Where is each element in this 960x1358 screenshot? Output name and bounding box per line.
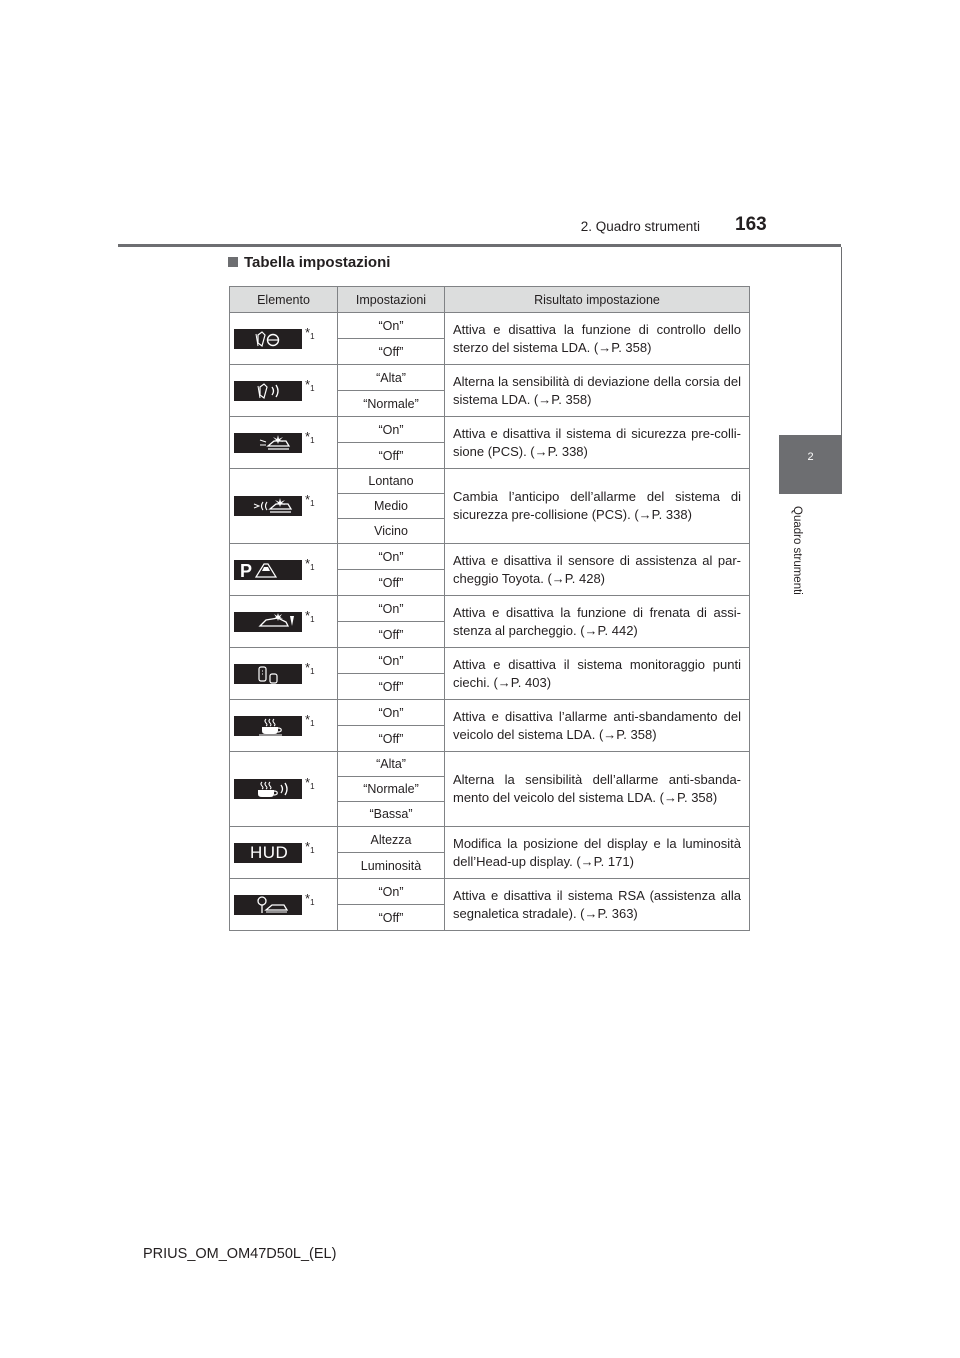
footnote-marker <box>305 429 315 444</box>
setting-option: “Off” <box>338 570 445 596</box>
footnote-index: 1 <box>310 499 315 508</box>
setting-option: “Alta” <box>338 752 445 777</box>
setting-option: “Normale” <box>338 391 445 417</box>
setting-result: Attiva e disattiva il sensore di assistenza al par-cheggio Toyota. (→P. 428) <box>445 544 750 596</box>
table-header-row <box>230 287 750 313</box>
setting-result: Alterna la sensibilità dell’allarme anti-sbanda-mento del veicolo del sistema LDA. (→P. 358) <box>445 752 750 827</box>
table-row <box>230 827 750 853</box>
setting-result: Attiva e disattiva il sistema monitoraggio punti ciechi. (→P. 403) <box>445 648 750 700</box>
footnote-asterisk: * <box>305 659 311 675</box>
hud-icon-text: HUD <box>250 842 289 862</box>
column-header: Impostazioni <box>338 287 445 313</box>
element-cell <box>230 596 338 648</box>
setting-option: “Off” <box>338 674 445 700</box>
footnote-marker <box>305 492 315 507</box>
page-number: 163 <box>735 214 767 235</box>
footnote-asterisk: * <box>305 838 311 854</box>
footnote-index: 1 <box>310 435 315 445</box>
table-row <box>230 544 750 570</box>
footnote-asterisk: * <box>305 376 311 392</box>
setting-option: “On” <box>338 648 445 674</box>
footnote-asterisk: * <box>305 428 311 444</box>
svg-text:P: P <box>240 560 253 580</box>
footnote-marker <box>305 891 315 906</box>
footnote-marker <box>305 325 315 340</box>
setting-option: Luminosità <box>338 853 445 879</box>
element-cell <box>230 365 338 417</box>
table-row <box>230 596 750 622</box>
footnote-asterisk: * <box>305 324 311 340</box>
setting-option: “On” <box>338 596 445 622</box>
setting-option: “Normale” <box>338 777 445 802</box>
footnote-asterisk: * <box>305 775 311 790</box>
table-row <box>230 365 750 391</box>
footnote-marker <box>305 377 315 392</box>
chapter-tab-title-text: Quadro strumenti <box>791 506 803 595</box>
table-row <box>230 700 750 726</box>
footnote-index: 1 <box>310 718 315 728</box>
footnote-marker <box>305 775 315 790</box>
settings-table <box>229 286 750 931</box>
lane-departure-sensitivity-icon <box>234 381 302 401</box>
pre-collision-system-icon <box>234 433 302 453</box>
setting-option: “Alta” <box>338 365 445 391</box>
table-row <box>230 879 750 905</box>
setting-option: “Off” <box>338 622 445 648</box>
footnote-asterisk: * <box>305 555 311 571</box>
setting-result: Cambia l’anticipo dell’allarme del sistema di sicurezza pre-collisione (PCS). (→P. 338) <box>445 469 750 544</box>
footnote-index: 1 <box>310 897 315 907</box>
setting-option: “On” <box>338 417 445 443</box>
pre-collision-warning-timing-icon <box>234 496 302 516</box>
setting-result: Attiva e disattiva il sistema di sicurezza pre-colli-sione (PCS). (→P. 338) <box>445 417 750 469</box>
table-row <box>230 752 750 777</box>
setting-option: “Off” <box>338 726 445 752</box>
element-cell <box>230 827 338 879</box>
footnote-marker <box>305 608 315 623</box>
setting-option: “Off” <box>338 905 445 931</box>
table-row <box>230 313 750 339</box>
footnote-index: 1 <box>310 331 315 341</box>
setting-option: “On” <box>338 700 445 726</box>
setting-result: Modifica la posizione del display e la luminosità dell’Head-up display. (→P. 171) <box>445 827 750 879</box>
parking-assist-sensor-icon <box>234 560 302 580</box>
section-title-text: Tabella impostazioni <box>244 254 391 271</box>
footnote-index: 1 <box>310 562 315 572</box>
blind-spot-monitor-icon <box>234 664 302 684</box>
sway-warning-icon <box>234 716 302 736</box>
setting-option: Vicino <box>338 519 445 544</box>
table-row <box>230 648 750 674</box>
table-row <box>230 417 750 443</box>
footnote-marker <box>305 839 315 854</box>
setting-option: “Off” <box>338 443 445 469</box>
footnote-asterisk: * <box>305 607 311 623</box>
element-cell <box>230 752 338 827</box>
setting-option: “On” <box>338 544 445 570</box>
footnote-marker <box>305 660 315 675</box>
element-cell <box>230 879 338 931</box>
footnote-index: 1 <box>310 782 315 791</box>
table-row <box>230 469 750 494</box>
element-cell <box>230 417 338 469</box>
footnote-index: 1 <box>310 383 315 393</box>
setting-result: Attiva e disattiva la funzione di controllo dello sterzo del sistema LDA. (→P. 358) <box>445 313 750 365</box>
column-header: Risultato impostazione <box>445 287 750 313</box>
setting-result: Attiva e disattiva il sistema RSA (assistenza alla segnaletica stradale). (→P. 363) <box>445 879 750 931</box>
footnote-index: 1 <box>310 614 315 624</box>
footnote-marker <box>305 712 315 727</box>
setting-option: Altezza <box>338 827 445 853</box>
setting-result: Alterna la sensibilità di deviazione della corsia del sistema LDA. (→P. 358) <box>445 365 750 417</box>
element-cell <box>230 469 338 544</box>
setting-option: “On” <box>338 879 445 905</box>
setting-option: “Off” <box>338 339 445 365</box>
element-cell <box>230 700 338 752</box>
footnote-marker <box>305 556 315 571</box>
chapter-tab-title <box>791 506 811 616</box>
section-title <box>228 254 390 271</box>
footnote-index: 1 <box>310 845 315 855</box>
setting-option: Medio <box>338 494 445 519</box>
element-cell <box>230 648 338 700</box>
parking-brake-assist-icon <box>234 612 302 632</box>
document-code: PRIUS_OM_OM47D50L_(EL) <box>143 1246 337 1262</box>
footnote-index: 1 <box>310 666 315 676</box>
setting-option: “On” <box>338 313 445 339</box>
footnote-asterisk: * <box>305 711 311 727</box>
element-cell <box>230 313 338 365</box>
lda-steering-control-icon <box>234 329 302 349</box>
road-sign-assist-icon <box>234 895 302 915</box>
setting-option: Lontano <box>338 469 445 494</box>
sway-warning-sensitivity-icon <box>234 779 302 799</box>
setting-option: “Bassa” <box>338 802 445 827</box>
chapter-tab <box>779 435 842 494</box>
footnote-asterisk: * <box>305 890 311 906</box>
header-rule <box>118 244 841 247</box>
column-header: Elemento <box>230 287 338 313</box>
side-divider <box>841 247 842 435</box>
element-cell <box>230 544 338 596</box>
footnote-asterisk: * <box>305 492 311 507</box>
section-square-icon <box>228 257 238 267</box>
setting-result: Attiva e disattiva l’allarme anti-sbandamento del veicolo del sistema LDA. (→P. 358) <box>445 700 750 752</box>
chapter-tab-number: 2 <box>807 451 814 463</box>
hud-icon <box>234 843 302 863</box>
header-section-title: 2. Quadro strumenti <box>580 219 700 234</box>
setting-result: Attiva e disattiva la funzione di frenata di assi-stenza al parcheggio. (→P. 442) <box>445 596 750 648</box>
